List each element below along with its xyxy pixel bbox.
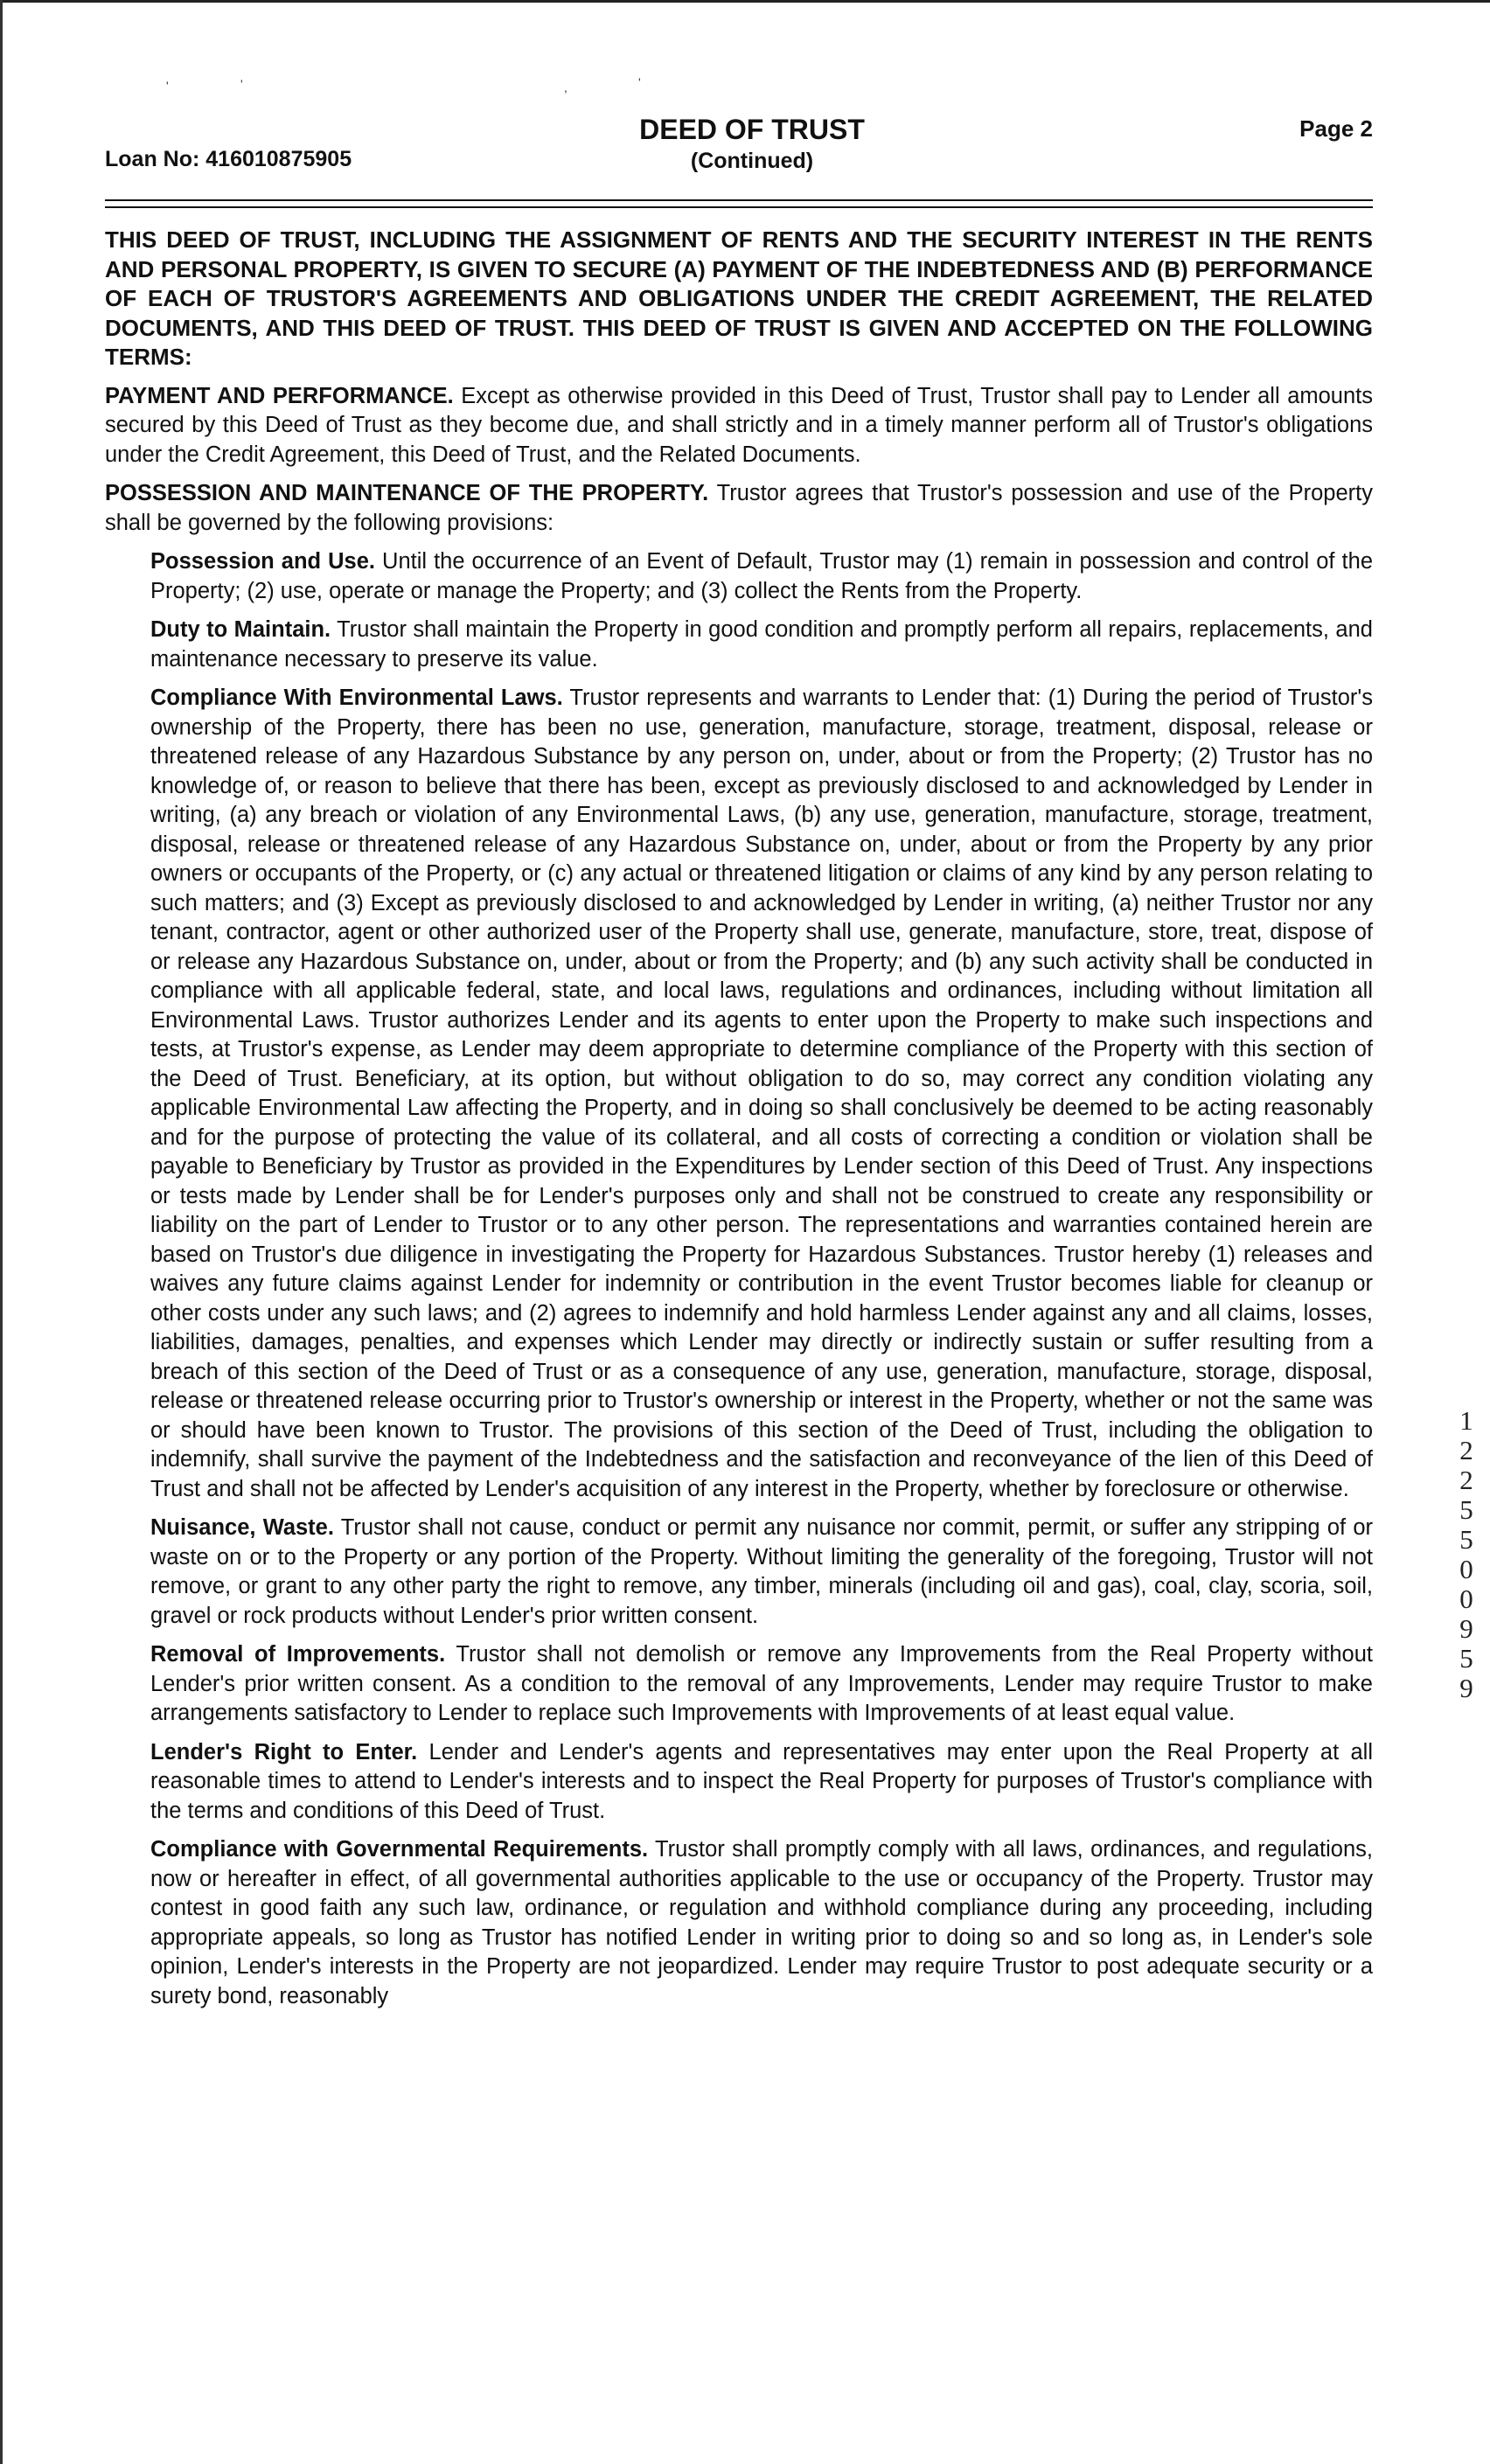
document-title: DEED OF TRUST bbox=[639, 114, 865, 145]
duty-text: Trustor shall maintain the Property in good condition and promptly perform all repairs, replacements, and maintenance necessary to preserve its value. bbox=[150, 617, 1373, 672]
environmental-text: Trustor represents and warrants to Lender that: (1) During the period of Trustor's ownership of the Property, there has been no use, generation, manufacture, storage, treatment, disposal, release or threatened release of any Hazardous Substance by any person on, under, about or from the Property; (2) Trustor has no knowledge of, or reason to believe that there has been, except as previously disclosed to and acknowledged by Lender in writing, (a) any breach or violation of any Environmental Laws, (b) any use, generation, manufacture, storage, treatment, disposal, release or threatened release of any Hazardous Substance on, under, about or from the Property by any prior owners or occupants of the Property, or (c) any actual or threatened litigation or claims of any kind by any person relating to such matters; and (3) Except as previously disclosed to and acknowledged by Lender in writing, (a) neither Trustor nor any tenant, contractor, agent or other authorized user of the Property shall use, generate, manufacture, store, treat, dispose of or release any Hazardous Substance on, under, about or from the Property; and (b) any such activity shall be conducted in compliance with all applicable federal, state, and local laws, regulations and ordinances, including without limitation all Environmental Laws. Trustor authorizes Lender and its agents to enter upon the Property to make such inspections and tests, at Trustor's expense, as Lender may deem appropriate to determine compliance of the Property with this section of the Deed of Trust. Beneficiary, at its option, but without obligation to do so, may correct any condition violating any applicable Environmental Law affecting the Property, and in doing so shall conclusively be deemed to be acting reasonably and for the purpose of protecting the value of its collateral, and all costs of correcting a condition or violation shall be payable to Beneficiary by Trustor as provided in the Expenditures by Lender section of this Deed of Trust. Any inspections or tests made by Lender shall be for Lender's purposes only and shall not be construed to create any responsibility or liability on the part of Lender to Trustor or to any other person. The representations and warranties contained herein are based on Trustor's due diligence in investigating the Property for Hazardous Substances. Trustor hereby (1) releases and waives any future claims against Lender for indemnity or contribution in the event Trustor becomes liable for cleanup or other costs under any such laws; and (2) agrees to indemnify and hold harmless Lender against any and all claims, losses, liabilities, damages, penalties, and expenses which Lender may directly or indirectly sustain or suffer resulting from a breach of this section of the Deed of Trust or as a consequence of any use, generation, manufacture, storage, disposal, release or threatened release occurring prior to Trustor's ownership or interest in the Property, whether or not the same was or should have been known to Trustor. The provisions of this section of the Deed of Trust, including the obligation to indemnify, shall survive the payment of the Indebtedness and the satisfaction and reconveyance of the lien of this Deed of Trust and shall not be affected by Lender's acquisition of any interest in the Property, whether by foreclosure or otherwise. bbox=[150, 686, 1373, 1501]
payment-section bbox=[105, 382, 1373, 470]
page-number: Page 2 bbox=[1299, 115, 1373, 142]
intro-paragraph: THIS DEED OF TRUST, INCLUDING THE ASSIGNMENT OF RENTS AND THE SECURITY INTEREST IN THE RENTS AND PERSONAL PROPERTY, IS GIVEN TO SECURE (A) PAYMENT OF THE INDEBTEDNESS AND (B) PERFORMANCE OF EACH OF TRUSTOR'S AGREEMENTS AND OBLIGATIONS UNDER THE CREDIT AGREEMENT, THE RELATED DOCUMENTS, AND THIS DEED OF TRUST. THIS DEED OF TRUST IS GIVEN AND ACCEPTED ON THE FOLLOWING TERMS: bbox=[105, 226, 1373, 370]
right-enter-heading: Lender's Right to Enter. bbox=[150, 1739, 418, 1764]
document-page: ' ' , ' Loan No: 416010875905 DEED OF TRUST (Continued) Page 2 THIS DEED OF TRUST, INCLUDING THE ASSIGNMENT OF RENTS AND THE SECURITY INTEREST IN THE RENTS AND PERSONAL PROPERTY, IS GIVEN TO SECURE (A) PAYMENT OF THE INDEBTEDNESS AND (B) PERFORMANCE OF EACH OF TRUSTOR'S AGREEMENTS AND OBLIGATIONS UNDER THE CREDIT AGREEMENT, THE RELATED DOCUMENTS, AND THIS DEED OF TRUST. THIS DEED OF TRUST IS GIVEN AND ACCEPTED ON THE FOLLOWING TERMS: PAYMENT AND PERFORMANCE. Except as otherwise provided in this Deed of Trust, Trustor shall pay to Lender all amounts secured by this Deed of Trust as they become due, and shall strictly and in a timely manner perform all of Trustor's obligations under the Credit Agreement, this Deed of Trust, and the Related Documents. POSSESSION AND MAINTENANCE OF THE PROPERTY. Trustor agrees that Trustor's possession and use of the Property shall be governed by the following provisions: Possession and Use. Until the occurrence of an Event of Default, Trustor may (1) remain in possession and control of the Property; (2) use, operate or manage the Property; and (3) collect the Rents from the Property. Duty to Maintain. Trustor shall maintain the Property in good condition and promptly perform all repairs, replacements, and maintenance necessary to preserve its value. Compliance With Environmental Laws. Trustor represents and warrants to Lender that: (1) During the period of Trustor's ownership of the Property, there has been no use, generation, manufacture, storage, treatment, disposal, release or threatened release of any Hazardous Substance by any person on, under, about or from the Property; (2) Trustor has no knowledge of, or reason to believe that there has been, except as previously disclosed to and acknowledged by Lender in writing, (a) any breach or violation of any Environmental Laws, (b) any use, generation, manufacture, storage, treatment, disposal, release or threatened release of any Hazardous Substance on, under, about or from the Property by any prior owners or occupants of the Property, or (c) any actual or threatened litigation or claims of any kind by any person relating to such matters; and (3) Except as previously disclosed to and acknowledged by Lender in writing, (a) neither Trustor nor any tenant, contractor, agent or other authorized user of the Property shall use, generate, manufacture, store, treat, dispose of or release any Hazardous Substance on, under, about or from the Property; and (b) any such activity shall be conducted in compliance with all applicable federal, state, and local laws, regulations and ordinances, including without limitation all Environmental Laws. Trustor authorizes Lender and its agents to enter upon the Property to make such inspections and tests, at Trustor's expense, as Lender may deem appropriate to determine compliance of the Property with this section of the Deed of Trust. Beneficiary, at its option, but without obligation to do so, may correct any condition violating any applicable Environmental Law affecting the Property, and in doing so shall conclusively be deemed to be acting reasonably and for the purpose of protecting the value of its collateral, and all costs of correcting a condition or violation shall be payable to Beneficiary by Trustor as provided in the Expenditures by Lender section of this Deed of Trust. Any inspections or tests made by Lender shall be for Lender's purposes only and shall not be construed to create any responsibility or liability on the part of Lender to Trustor or to any other person. The representations and warranties contained herein are based on Trustor's due diligence in investigating the Property for Hazardous Substances. Trustor hereby (1) releases and waives any future claims against Lender for indemnity or contribution in the event Trustor becomes liable for cleanup or other costs under any such laws; and (2) agrees to indemnify and hold harmless Lender against any and all claims, losses, liabilities, damages, penalties, and expenses which Lender may directly or indirectly sustain or suffer resulting from a breach of this section of the Deed of Trust or as a consequence of any use, generation, manufacture, storage, disposal, release or threatened release occurring prior to Trustor's ownership or interest in the Property, whether or not the same was or should have been known to Trustor. The provisions of this section of the Deed of Trust, including the obligation to indemnify, shall survive the payment of the Indebtedness and the satisfaction and reconveyance of the lien of this Deed of Trust and shall not be affected by Lender's acquisition of any interest in the Property, whether by foreclosure or otherwise. Nuisance, Waste. Trustor shall not cause, conduct or permit any nuisance nor commit, permit, or suffer any stripping of or waste on or to the Property or any portion of the Property. Without limiting the generality of the foregoing, Trustor will not remove, or grant to any other party the right to remove, any timber, minerals (including oil and gas), coal, clay, scoria, soil, gravel or rock products without Lender's prior written consent. Removal of Improvements. Trustor shall not demolish or remove any Improvements from the Real Property without Lender's prior written consent. As a condition to the removal of any Improvements, Lender may require Trustor to make arrangements satisfactory to Lender to replace such Improvements with Improvements of at least equal value. Lender's Right to Enter. Lender and Lender's agents and representatives may enter upon the Real Property at all reasonable times to attend to Lender's interests and to inspect the Real Property for purposes of Trustor's compliance with the terms and conditions of this Deed of Trust. Compliance with Governmental Requirements. Trustor shall promptly comply with all laws, ordinances, and regulations, now or hereafter in effect, of all governmental authorities applicable to the use or occupancy of the Property. Trustor may contest in good faith any such law, ordinance, or regulation and withhold compliance during any proceeding, including appropriate appeals, so long as Trustor has notified Lender in writing prior to doing so and so long as, in Lender's sole opinion, Lender's interests in the Property are not jeopardized. Lender may require Trustor to post adequate security or a surety bond, reasonably 1225500959 bbox=[0, 0, 1490, 2464]
governmental-text: Trustor shall promptly comply with all laws, ordinances, and regulations, now or hereafter in effect, of all governmental authorities applicable to the use or occupancy of the Property. Trustor may contest in good faith any such law, ordinance, or regulation and withhold compliance during any proceeding, including appropriate appeals, so long as Trustor has notified Lender in writing prior to doing so and so long as, in Lender's sole opinion, Lender's interests in the Property are not jeopardized. Lender may require Trustor to post adequate security or a surety bond, reasonably bbox=[150, 1837, 1373, 2008]
payment-heading: PAYMENT AND PERFORMANCE. bbox=[105, 383, 454, 408]
possession-text: Trustor agrees that Trustor's possession and use of the Property shall be governed by the following provisions: bbox=[105, 481, 1373, 535]
environmental-heading: Compliance With Environmental Laws. bbox=[150, 686, 563, 710]
header-divider bbox=[105, 199, 1373, 208]
governmental-heading: Compliance with Governmental Requirements. bbox=[150, 1837, 649, 1862]
possession-use-section bbox=[150, 547, 1373, 606]
removal-text: Trustor shall not demolish or remove any Improvements from the Real Property without Lender's prior written consent. As a condition to the removal of any Improvements, Lender may require Trustor to make arrangements satisfactory to Lender to replace such Improvements with Improvements of at least equal value. bbox=[150, 1642, 1373, 1725]
scan-top-edge bbox=[0, 0, 1490, 3]
document-body bbox=[105, 226, 1373, 2021]
possession-use-heading: Possession and Use. bbox=[150, 549, 375, 574]
payment-text: Except as otherwise provided in this Deed of Trust, Trustor shall pay to Lender all amounts secured by this Deed of Trust as they become due, and shall strictly and in a timely manner perform all of Trustor's obligations under the Credit Agreement, this Deed of Trust, and the Related Documents. bbox=[105, 383, 1374, 467]
right-enter-text: Lender and Lender's agents and representatives may enter upon the Real Property at all reasonable times to attend to Lender's interests and to inspect the Real Property for purposes of Trustor's compliance with the terms and conditions of this Deed of Trust. bbox=[150, 1739, 1373, 1823]
duty-section bbox=[150, 616, 1373, 674]
possession-heading: POSSESSION AND MAINTENANCE OF THE PROPERTY. bbox=[105, 481, 709, 505]
removal-heading: Removal of Improvements. bbox=[150, 1642, 446, 1667]
removal-section bbox=[150, 1640, 1373, 1729]
duty-heading: Duty to Maintain. bbox=[150, 617, 331, 642]
nuisance-section bbox=[150, 1514, 1373, 1631]
nuisance-heading: Nuisance, Waste. bbox=[150, 1515, 334, 1540]
governmental-section bbox=[150, 1835, 1373, 2011]
document-subtitle: (Continued) bbox=[690, 149, 814, 173]
possession-section bbox=[105, 479, 1373, 538]
loan-number: Loan No: 416010875905 bbox=[105, 147, 352, 171]
possession-use-text: Until the occurrence of an Event of Default, Trustor may (1) remain in possession and control of the Property; (2) use, operate or manage the Property; and (3) collect the Rents from the Property. bbox=[150, 549, 1373, 603]
right-enter-section bbox=[150, 1738, 1373, 1827]
margin-stamp-number: 1225500959 bbox=[1459, 1405, 1473, 1703]
environmental-section bbox=[150, 684, 1373, 1504]
nuisance-text: Trustor shall not cause, conduct or permit any nuisance nor commit, permit, or suffer any stripping of or waste on or to the Property or any portion of the Property. Without limiting the generality of the foregoing, Trustor will not remove, or grant to any other party the right to remove, any timber, minerals (including oil and gas), coal, clay, scoria, soil, gravel or rock products without Lender's prior written consent. bbox=[150, 1515, 1374, 1628]
scan-left-edge bbox=[0, 0, 3, 2464]
